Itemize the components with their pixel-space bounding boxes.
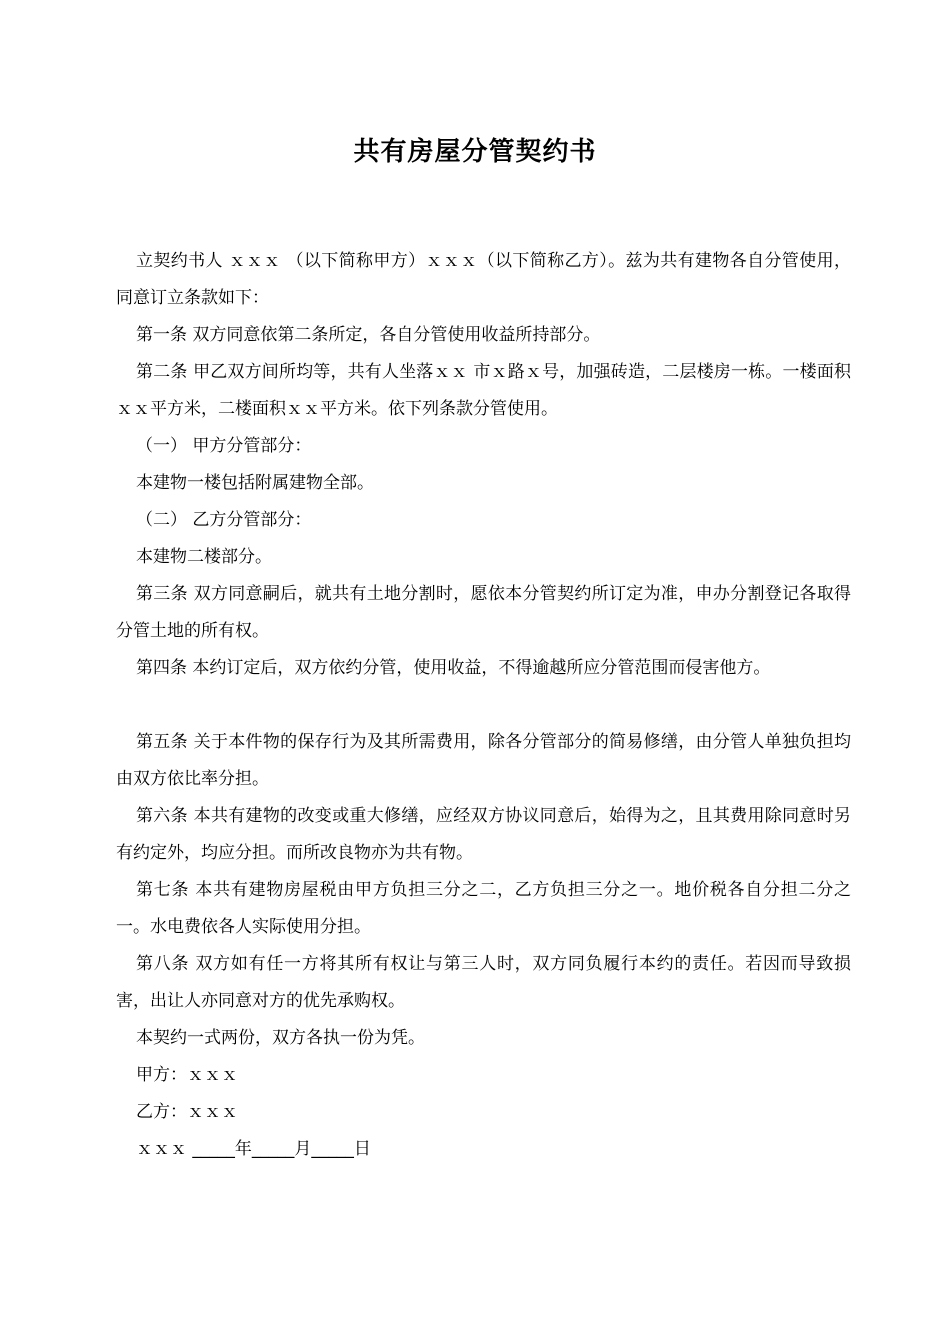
article-4: 第四条 本约订定后，双方依约分管，使用收益，不得逾越所应分管范围而侵害他方。 <box>136 658 771 678</box>
article-2-item-2-heading: （二） 乙方分管部分： <box>136 510 312 530</box>
party-b-signature: 乙方：ｘｘｘ <box>136 1102 238 1122</box>
article-2-item-1-text: 本建物一楼包括附属建物全部。 <box>136 473 374 493</box>
preamble-paragraph: 立契约书人 ｘｘｘ （以下简称甲方）ｘｘｘ（以下简称乙方）。兹为共有建物各自分管使用，同意订立条款如下： <box>116 251 851 308</box>
date-line: ｘｘｘ _____年_____月_____日 <box>136 1139 371 1159</box>
article-8: 第八条 双方如有任一方将其所有权让与第三人时，双方同负履行本约的责任。若因而导致损害，出让人亦同意对方的优先承购权。 <box>116 954 851 1011</box>
article-2-item-2-text: 本建物二楼部分。 <box>136 547 272 567</box>
article-5: 第五条 关于本件物的保存行为及其所需费用，除各分管部分的简易修缮，由分管人单独负担均由双方依比率分担。 <box>116 732 851 789</box>
document-body <box>116 243 851 1168</box>
document-title: 共有房屋分管契约书 <box>353 137 597 167</box>
article-7: 第七条 本共有建物房屋税由甲方负担三分之二，乙方负担三分之一。地价税各自分担二分之一。水电费依各人实际使用分担。 <box>116 880 851 937</box>
article-3: 第三条 双方同意嗣后，就共有土地分割时，愿依本分管契约所订定为准，申办分割登记各取得分管土地的所有权。 <box>116 584 851 641</box>
article-2-item-1-heading: （一） 甲方分管部分： <box>136 436 312 456</box>
paragraph-gap <box>116 687 851 724</box>
article-6: 第六条 本共有建物的改变或重大修缮，应经双方协议同意后，始得为之，且其费用除同意时另有约定外，均应分担。而所改良物亦为共有物。 <box>116 806 851 863</box>
article-1: 第一条 双方同意依第二条所定，各自分管使用收益所持部分。 <box>136 325 601 345</box>
copies-clause: 本契约一式两份，双方各执一份为凭。 <box>136 1028 425 1048</box>
party-a-signature: 甲方：ｘｘｘ <box>136 1065 238 1085</box>
article-2: 第二条 甲乙双方间所均等，共有人坐落ｘｘ 市ｘ路ｘ号，加强砖造，二层楼房一栋。一楼面积ｘｘ平方米，二楼面积ｘｘ平方米。依下列条款分管使用。 <box>116 362 851 419</box>
